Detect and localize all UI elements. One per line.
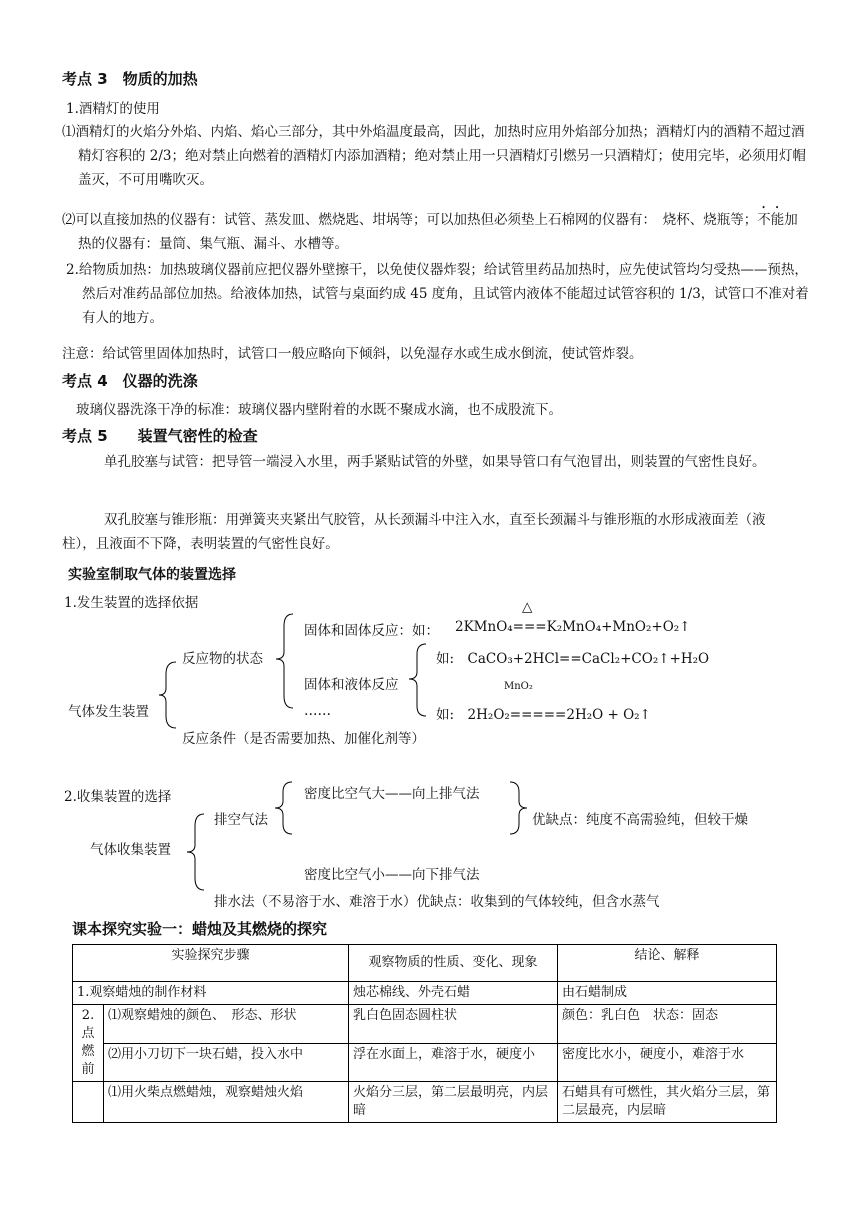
alcohol-lamp-paragraph: ⑴酒精灯的火焰分外焰、内焰、焰心三部分，其中外焰温度最高，因此，加热时应用外焰部分加热；酒精灯内的酒精不超过酒精灯容积的 2/3；绝对禁止向燃着的酒精灯内添加酒精；绝对禁止用一只酒精灯引燃另一只酒精灯；使用完毕，必须用灯帽盖灭，不可用嘴吹灭。 <box>62 124 807 188</box>
heating-instruments-text-a: ⑵可以直接加热的仪器有：试管、蒸发皿、燃烧匙、坩埚等；可以加热但必须垫上石棉网的仪器有： 烧杯、烧瓶等； <box>62 212 758 228</box>
double-hole-paragraph: 双孔胶塞与锥形瓶：用弹簧夹夹紧出气胶管，从长颈漏斗中注入水，直至长颈漏斗与锥形瓶的水形成液面差（液柱），且液面不下降，表明装置的气密性良好。 <box>62 512 766 552</box>
equation-h2o2: 如: 2H₂O₂=====2H₂O + O₂↑ <box>436 707 651 723</box>
table-cell: 由石蜡制成 <box>558 982 777 1005</box>
reactant-state-label: 反应物的状态 <box>182 651 263 667</box>
generation-brace <box>158 660 178 730</box>
reaction-condition-label: 反应条件（是否需要加热、加催化剂等） <box>182 731 425 747</box>
alcohol-lamp-heading: 1.酒精灯的使用 <box>66 101 160 117</box>
table-cell: 石蜡具有可燃性，其火焰分三层，第二层最亮，内层暗 <box>558 1082 777 1123</box>
table-cell: 火焰分三层，第二层最明亮，内层暗 <box>349 1082 558 1123</box>
collection-brace <box>186 812 206 892</box>
table-cell: 浮在水面上，难溶于水，硬度小 <box>349 1043 558 1082</box>
table-cell: ⑴用火柴点燃蜡烛，观察蜡烛火焰 <box>104 1082 349 1123</box>
header-observations: 观察物质的性质、变化、现象 <box>349 945 558 982</box>
table-cell: 烛芯棉线、外壳石蜡 <box>349 982 558 1005</box>
header-steps: 实验探究步骤 <box>73 945 349 982</box>
heating-instruments-paragraph <box>62 204 808 256</box>
note-paragraph: 注意：给试管里固体加热时，试管口一般应略向下倾斜，以免湿存水或生成水倒流，使试管炸裂。 <box>62 346 643 362</box>
table-cell: 颜色：乳白色 状态：固态 <box>558 1005 777 1044</box>
heating-instruments-text-b: 加热的仪器有：量筒、集气瓶、漏斗、水槽等。 <box>78 212 798 252</box>
table-header-row <box>73 945 777 982</box>
group-cell-before-lighting: 2.点燃前 <box>73 1005 104 1082</box>
table-cell: ⑵用小刀切下一块石蜡，投入水中 <box>104 1043 349 1082</box>
air-pros-brace <box>508 780 528 836</box>
table-row <box>73 1005 777 1044</box>
section-title-heating: 考点 3 物质的加热 <box>62 70 198 88</box>
heating-substances-paragraph: 2.给物质加热：加热玻璃仪器前应把仪器外壁擦干，以免使仪器炸裂；给试管里药品加热时，应先使试管均匀受热——预热，然后对准药品部位加热。给液体加热，试管与桌面约成 45 度角，且试管内液体不能超过试管容积的 1/3，试管口不准对着有人的地方。 <box>66 262 809 326</box>
catalyst-mark: MnO₂ <box>504 681 533 692</box>
air-brace <box>274 780 294 836</box>
gas-apparatus-title: 实验室制取气体的装置选择 <box>68 567 236 583</box>
table-row <box>73 1082 777 1123</box>
water-displacement-label: 排水法（不易溶于水、难溶于水）优缺点：收集到的气体较纯，但含水蒸气 <box>214 894 660 910</box>
single-hole-paragraph: 单孔胶塞与试管：把导管一端浸入水里，两手紧贴试管的外壁，如果导管口有气泡冒出，则装置的气密性良好。 <box>104 454 766 470</box>
header-conclusions: 结论、解释 <box>558 945 777 982</box>
table-cell: ⑴观察蜡烛的颜色、 形态、形状 <box>104 1005 349 1044</box>
solid-solid-label: 固体和固体反应：如： <box>304 623 439 639</box>
collection-heading: 2.收集装置的选择 <box>64 789 172 805</box>
collection-root: 气体收集装置 <box>90 842 171 858</box>
table-cell: 1.观察蜡烛的制作材料 <box>73 982 349 1005</box>
experiment-title: 课本探究实验一：蜡烛及其燃烧的探究 <box>72 920 328 938</box>
solid-liquid-label: 固体和液体反应 <box>304 677 399 693</box>
table-cell-empty <box>73 1082 104 1123</box>
experiment-table <box>72 944 777 1123</box>
section-title-washing: 考点 4 仪器的洗涤 <box>62 372 198 390</box>
state-brace <box>275 612 295 710</box>
table-cell: 乳白色固态圆柱状 <box>349 1005 558 1044</box>
cannot-emphasis: 不能 <box>757 212 785 228</box>
equation-kmno4: 2KMnO₄===K₂MnO₄+MnO₂+O₂↑ <box>455 619 691 635</box>
washing-paragraph: 玻璃仪器洗涤干净的标准：玻璃仪器内壁附着的水既不聚成水滴，也不成股流下。 <box>76 402 562 418</box>
heat-condition-mark: △ <box>522 599 533 615</box>
downward-method-label: 密度比空气小——向下排气法 <box>304 867 480 883</box>
table-cell: 密度比水小，硬度小，难溶于水 <box>558 1043 777 1082</box>
upward-method-label: 密度比空气大——向上排气法 <box>304 786 480 802</box>
generation-heading: 1.发生装置的选择依据 <box>64 595 199 611</box>
table-row <box>73 982 777 1005</box>
air-pros-cons: 优缺点：纯度不高需验纯，但较干燥 <box>532 812 748 828</box>
ellipsis-label: …… <box>304 703 331 719</box>
solid-liquid-brace <box>408 642 428 718</box>
table-row <box>73 1043 777 1082</box>
equation-caco3: 如: CaCO₃+2HCl==CaCl₂+CO₂↑+H₂O <box>436 651 710 667</box>
section-title-airtightness: 考点 5 装置气密性的检查 <box>62 427 258 445</box>
air-displacement-label: 排空气法 <box>214 812 268 828</box>
generation-root: 气体发生装置 <box>68 704 149 720</box>
